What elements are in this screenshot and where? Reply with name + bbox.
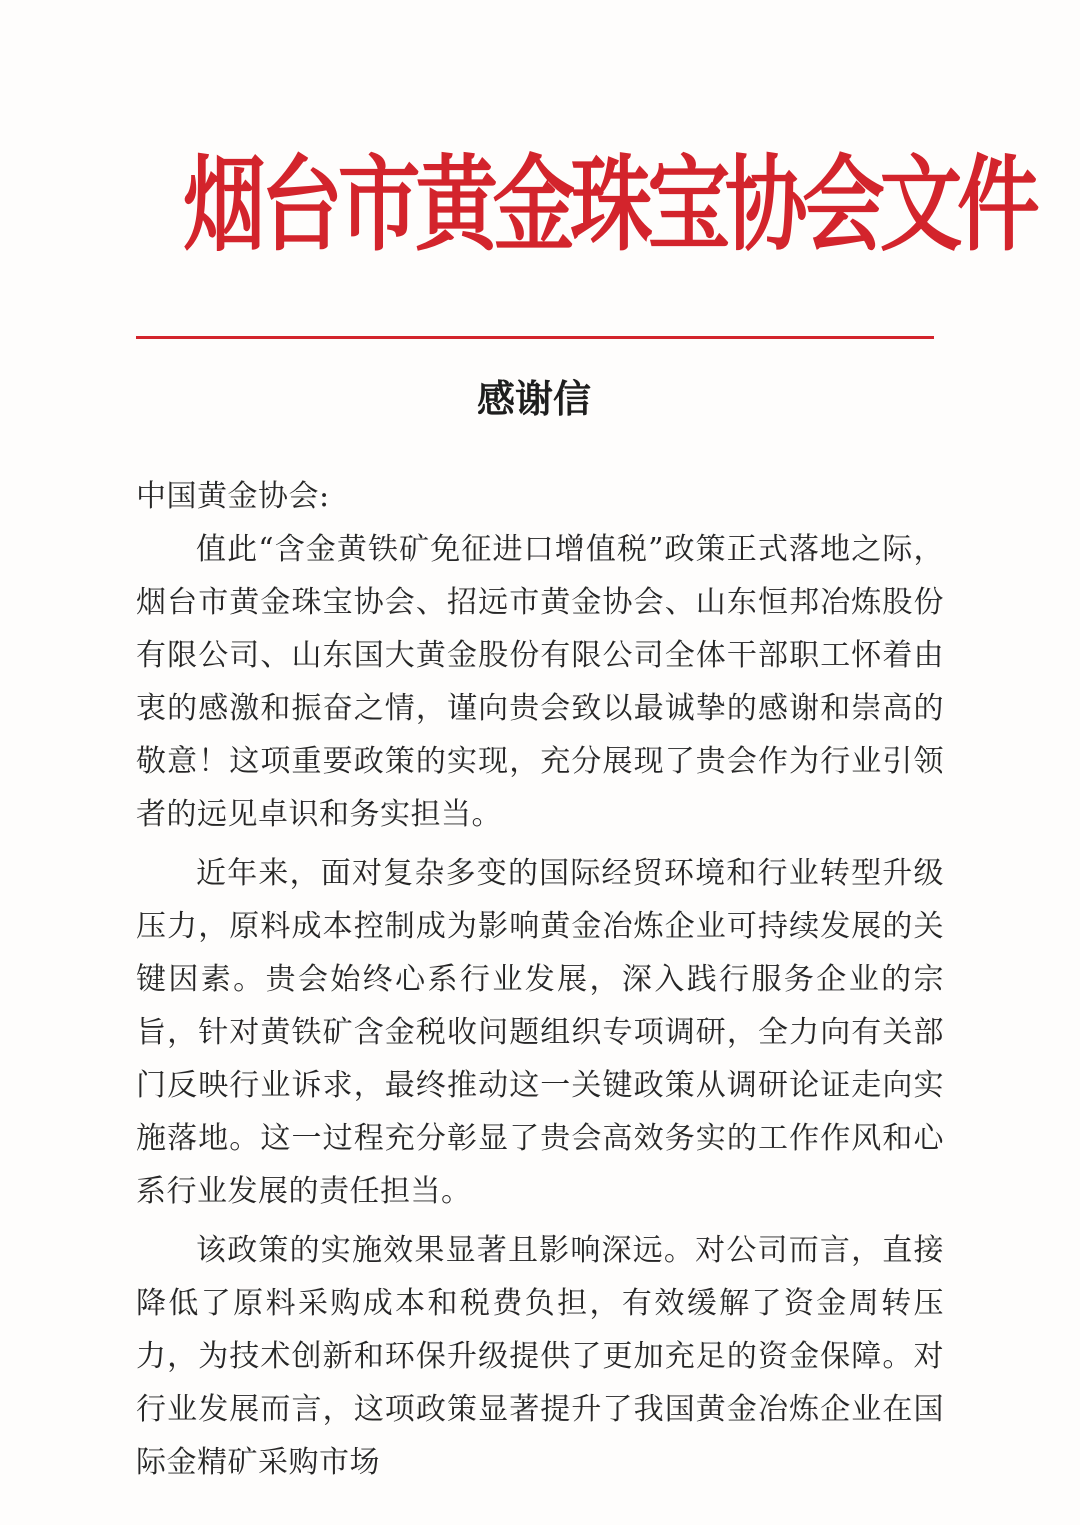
paragraph-1: 值此“含金黄铁矿免征进口增值税”政策正式落地之际，烟台市黄金珠宝协会、招远市黄金协会、山东恒邦冶炼股份有限公司、山东国大黄金股份有限公司全体干部职工怀着由衷的感激和振奋之情，谨向贵会致以最诚挚的感谢和崇高的敬意！这项重要政策的实现，充分展现了贵会作为行业引领者的远见卓识和务实担当。 bbox=[136, 532, 944, 832]
salutation: 中国黄金协会: bbox=[136, 479, 330, 514]
letter-body bbox=[136, 470, 944, 1489]
letterhead-divider bbox=[136, 336, 934, 339]
paragraph-3: 该政策的实施效果显著且影响深远。对公司而言，直接降低了原料采购成本和税费负担，有效缓解了资金周转压力，为技术创新和环保升级提供了更加充足的资金保障。对行业发展而言，这项政策显著提升了我国黄金冶炼企业在国际金精矿采购市场 bbox=[136, 1233, 944, 1480]
letter-title: 感谢信 bbox=[476, 376, 591, 421]
paragraph-2: 近年来，面对复杂多变的国际经贸环境和行业转型升级压力，原料成本控制成为影响黄金冶炼企业可持续发展的关键因素。贵会始终心系行业发展，深入践行服务企业的宗旨，针对黄铁矿含金税收问题组织专项调研，全力向有关部门反映行业诉求，最终推动这一关键政策从调研论证走向实施落地。这一过程充分彰显了贵会高效务实的工作作风和心系行业发展的责任担当。 bbox=[136, 856, 944, 1209]
org-letterhead-title: 烟台市黄金珠宝协会文件 bbox=[183, 143, 1035, 266]
